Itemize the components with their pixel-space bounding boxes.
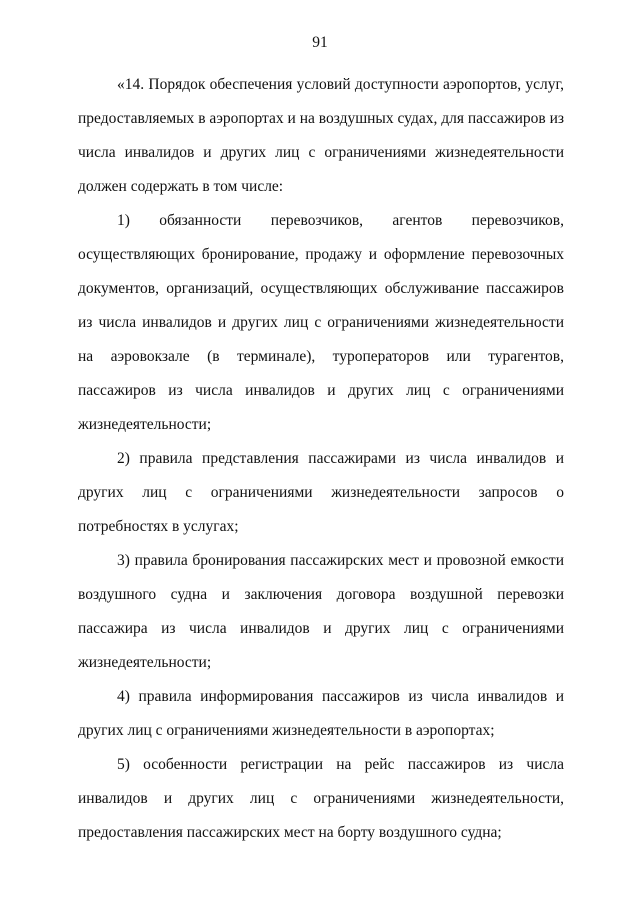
paragraph-intro: «14. Порядок обеспечения условий доступности аэропортов, услуг, предоставляемых в аэропортах и на воздушных судах, для пассажиров из числа инвалидов и других лиц с ограничениями жизнедеятельности должен содержать в том числе: bbox=[78, 76, 564, 195]
paragraph-item-1: 1) обязанности перевозчиков, агентов перевозчиков, осуществляющих бронирование, продажу и оформление перевозочных документов, организаций, осуществляющих обслуживание пассажиров из числа инвалидов и других лиц с ограничениями жизнедеятельности на аэровокзале (в терминале), туроператоров или турагентов, пассажиров из числа инвалидов и других лиц с ограничениями жизнедеятельности; bbox=[78, 212, 564, 433]
page-number: 91 bbox=[312, 34, 328, 51]
paragraph-item-5: 5) особенности регистрации на рейс пассажиров из числа инвалидов и других лиц с ограничениями жизнедеятельности, предоставления пассажирских мест на борту воздушного судна; bbox=[78, 756, 564, 841]
paragraph-item-4: 4) правила информирования пассажиров из числа инвалидов и других лиц с ограничениями жизнедеятельности в аэропортах; bbox=[78, 688, 564, 739]
document-body bbox=[78, 68, 564, 850]
paragraph-item-3: 3) правила бронирования пассажирских мест и провозной емкости воздушного судна и заключения договора воздушной перевозки пассажира из числа инвалидов и других лиц с ограничениями жизнедеятельности; bbox=[78, 552, 564, 671]
paragraph-item-2: 2) правила представления пассажирами из числа инвалидов и других лиц с ограничениями жизнедеятельности запросов о потребностях в услугах; bbox=[78, 450, 564, 535]
